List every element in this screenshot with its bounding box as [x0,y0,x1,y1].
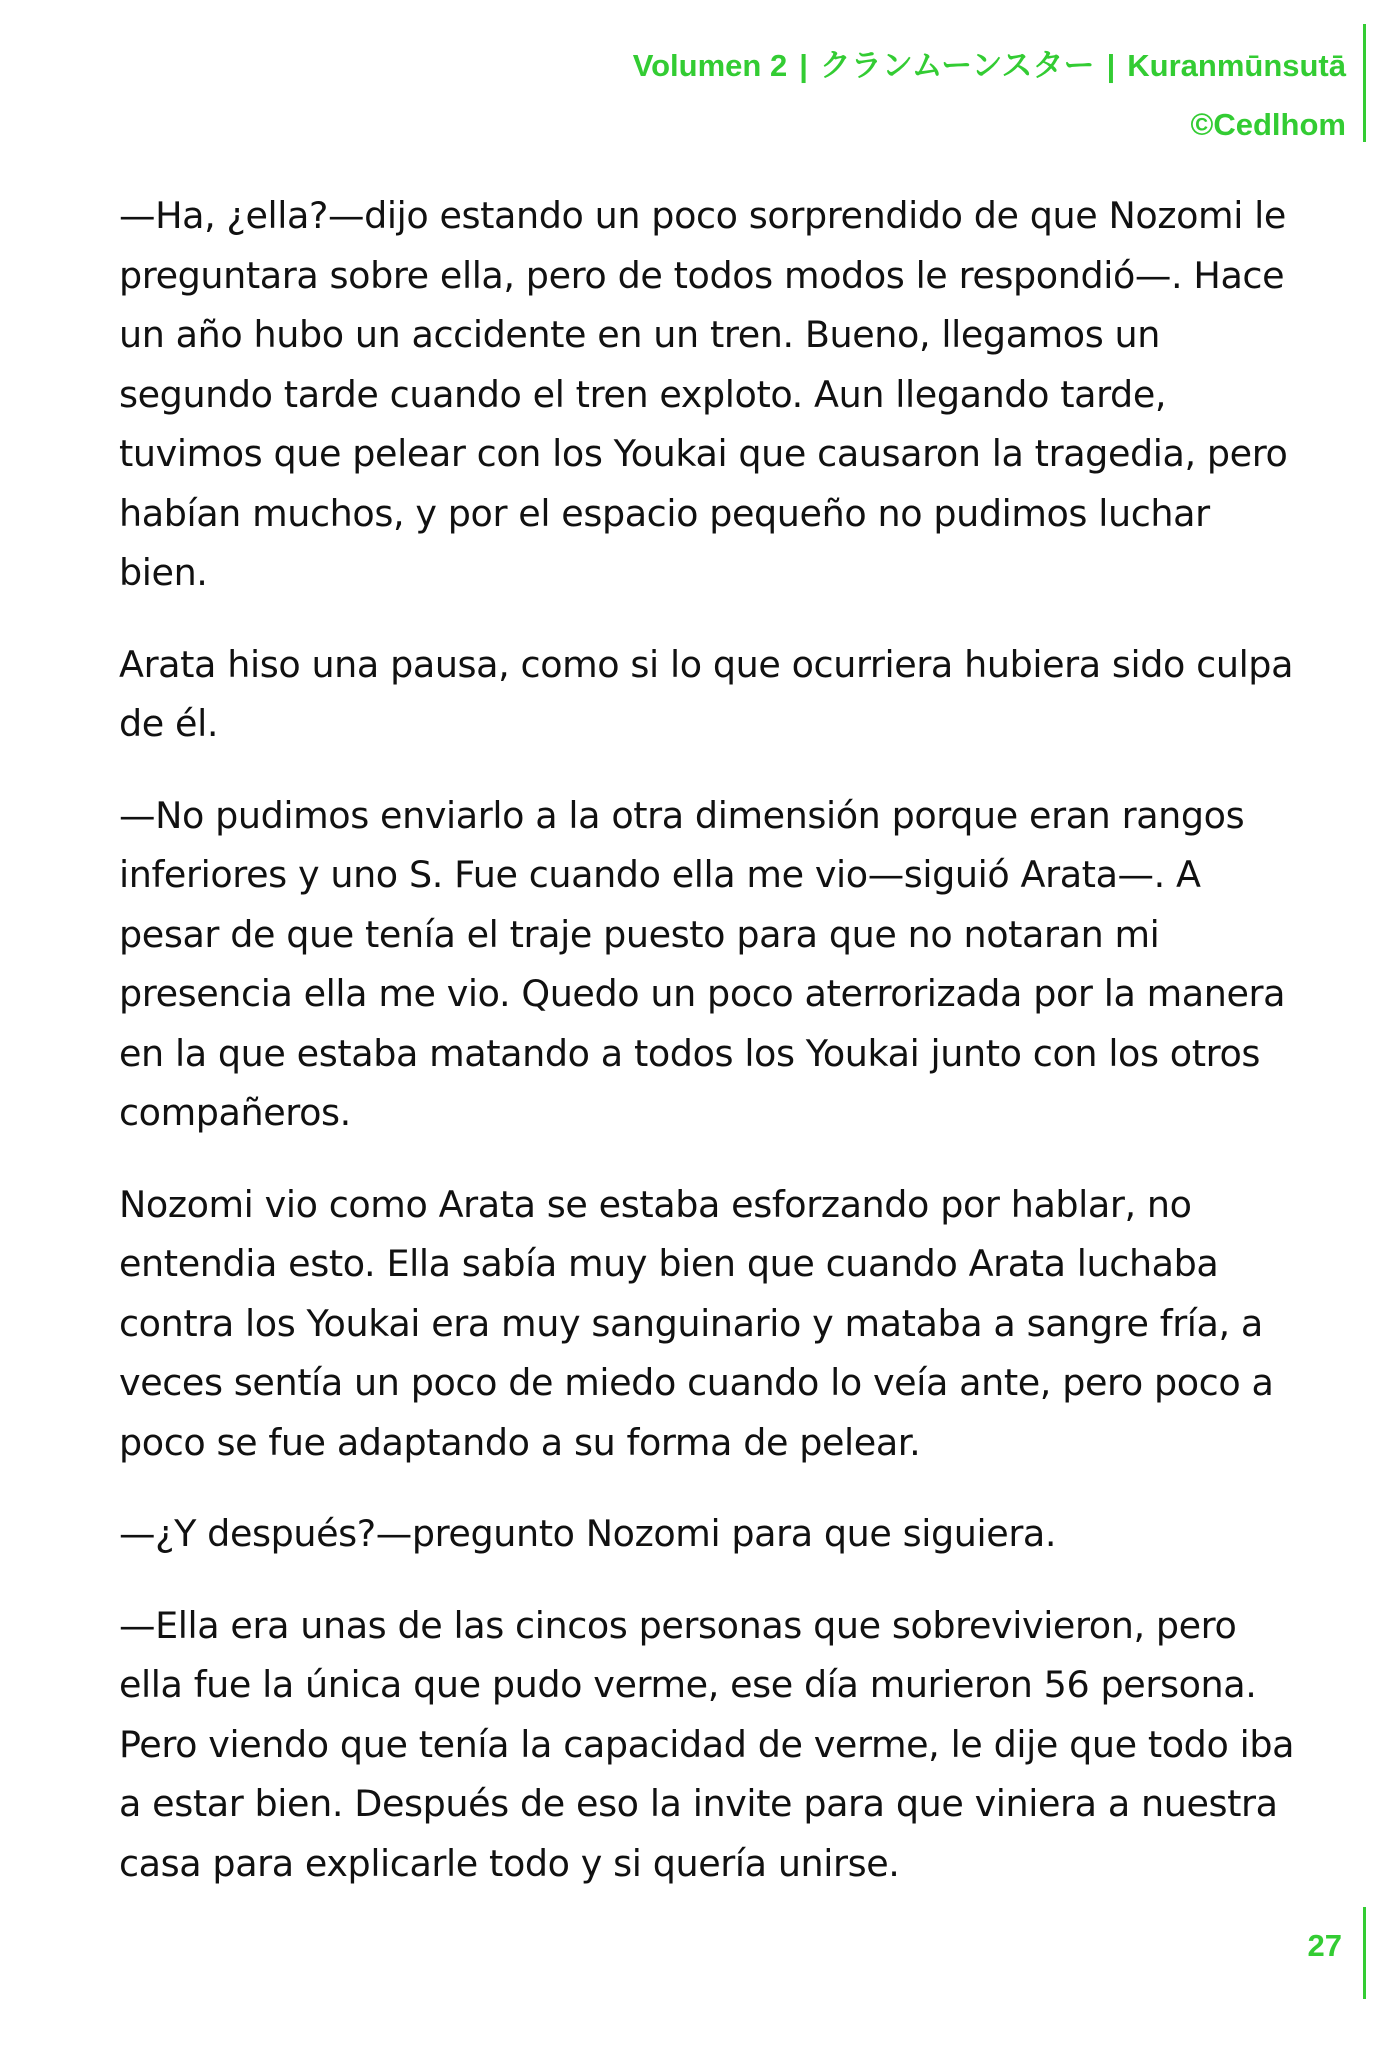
series-title-japanese: クランムーンスター [819,48,1095,83]
paragraph-5: —¿Y después?—pregunto Nozomi para que siguiera. [119,1512,1057,1555]
paragraph-6: —Ella era unas de las cincos personas que sobrevivieron, pero ella fue la única que pudo verme, ese día murieron 56 persona. Pero viendo que tenía la capacidad de verme, le dije que todo iba a estar bien. Después de eso la invite para que viniera a nuestra casa para explicarle todo y si quería unirse. [119,1603,1295,1885]
header-title-line [633,36,1346,95]
header-separator: | [799,48,808,83]
page-footer [1166,1921,1366,2015]
paragraph-4: Nozomi vio como Arata se estaba esforzando por hablar, no entendia esto. Ella sabía muy bien que cuando Arata luchaba contra los Youkai era muy sanguinario y mataba a sangre fría, a veces sentía un poco de miedo cuando lo veía ante, pero poco a poco se fue adaptando a su forma de pelear. [119,1182,1274,1464]
volume-label: Volumen 2 [632,48,788,83]
header-vertical-rule [1363,24,1366,142]
page-header [366,36,1366,146]
footer-vertical-rule [1363,1907,1366,1999]
paragraph-3: —No pudimos enviarlo a la otra dimensión porque eran rangos inferiores y uno S. Fue cuando ella me vio—siguió Arata—. A pesar de que tenía el traje puesto para que no notaran mi presencia ella me vio. Quedo un poco aterrorizada por la manera en la que estaba matando a todos los Youkai junto con los otros compañeros. [119,793,1286,1134]
page-number: 27 [1307,1928,1342,1963]
series-title-romaji: Kuranmūnsutā [1127,48,1346,83]
paragraph-1: —Ha, ¿ella?—dijo estando un poco sorprendido de que Nozomi le preguntara sobre ella, pero de todos modos le respondió—. Hace un año hubo un accidente en un tren. Bueno, llegamos un segundo tarde cuando el tren exploto. Aun llegando tarde, tuvimos que pelear con los Youkai que causaron la tragedia, pero habían muchos, y por el espacio pequeño no pudimos luchar bien. [119,194,1288,594]
translator-credit: ©Cedlhom [1190,107,1346,142]
header-separator-2: | [1106,48,1116,83]
paragraph-2: Arata hiso una pausa, como si lo que ocurriera hubiera sido culpa de él. [119,642,1294,745]
page-body [119,186,1309,1925]
header-text-block [633,36,1346,154]
